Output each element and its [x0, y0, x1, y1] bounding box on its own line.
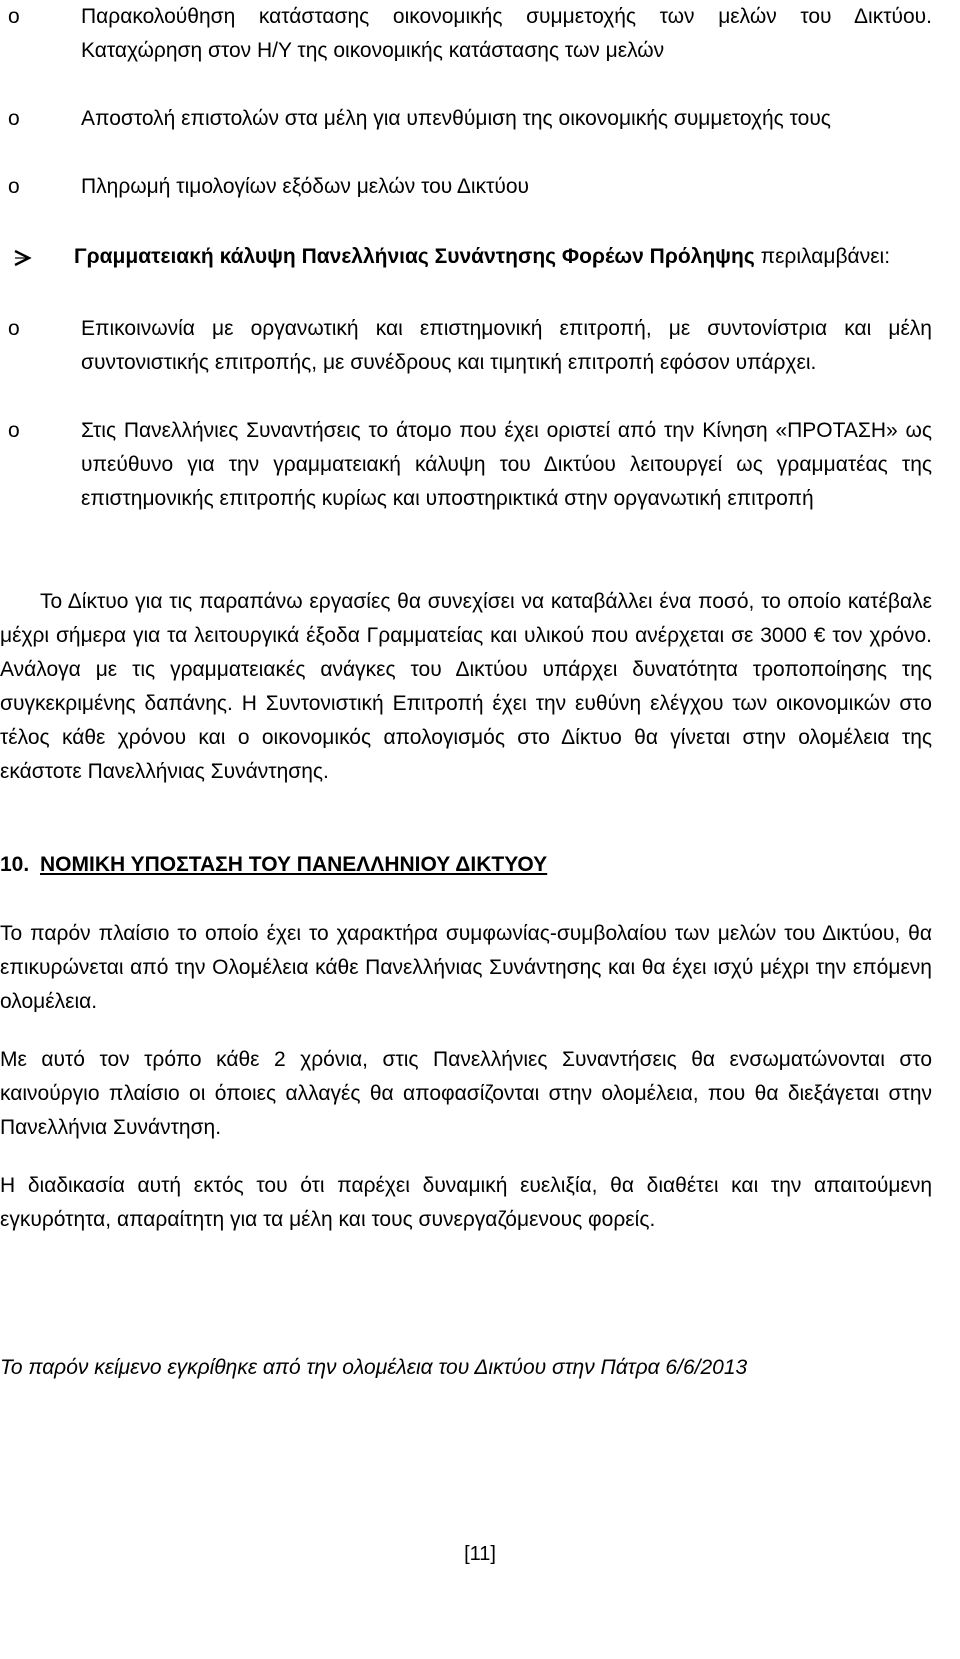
bullet-marker: o — [8, 175, 20, 198]
bullet-text: Επικοινωνία με οργανωτική και επιστημονική επιτροπή, με συντονίστρια και μέλη συντονιστικής επιτροπής, με συνέδρους και τιμητική επιτροπή εφόσον υπάρχει. — [81, 317, 932, 374]
section-heading — [0, 848, 932, 882]
bullet-text: Στις Πανελλήνιες Συναντήσεις το άτομο που έχει οριστεί από την Κίνηση «ΠΡΟΤΑΣΗ» ως υπεύθυνο για την γραμματειακή κάλυψη του Δικτύου λειτουργεί ως γραμματέας της επιστημονικής επιτροπής κυρίως και υποστηρικτικά στην οργανωτική επιτροπή — [81, 419, 932, 510]
bullet-item-reminder-letters — [8, 102, 932, 136]
arrow-bullet-icon — [12, 249, 34, 267]
arrow-item-secretarial-coverage — [12, 240, 932, 274]
bullet-marker: o — [8, 419, 20, 442]
arrow-item-bold-text: Γραμματειακή κάλυψη Πανελλήνιας Συνάντησης Φορέων Πρόληψης — [74, 245, 755, 268]
paragraph-every-two-years: Με αυτό τον τρόπο κάθε 2 χρόνια, στις Πανελλήνιες Συναντήσεις θα ενσωματώνονται στο καινούργιο πλαίσιο οι όποιες αλλαγές θα αποφασίζονται στην ολομέλεια, που θα διεξάγεται στην Πανελλήνια Συνάντηση. — [0, 1048, 932, 1139]
section-title: ΝΟΜΙΚΗ ΥΠΟΣΤΑΣΗ ΤΟΥ ΠΑΝΕΛΛΗΝΙΟΥ ΔΙΚΤΥΟΥ — [40, 853, 548, 876]
arrow-item-text — [74, 240, 932, 274]
paragraph-framework: Το παρόν πλαίσιο το οποίο έχει το χαρακτήρα συμφωνίας-συμβολαίου των μελών του Δικτύου, θα επικυρώνεται από την Ολομέλεια κάθε Πανελλήνιας Συνάντησης και θα έχει ισχύ μέχρι την επόμενη ολομέλεια. — [0, 922, 932, 1013]
arrow-item-rest-text: περιλαμβάνει: — [754, 245, 891, 268]
paragraph-procedure: Η διαδικασία αυτή εκτός του ότι παρέχει δυναμική ευελιξία, θα διαθέτει και την απαιτούμενη εγκυρότητα, απαραίτητη για τα μέλη και τους συνεργαζόμενους φορείς. — [0, 1174, 932, 1231]
section-number: 10. — [0, 853, 30, 876]
approval-note: Το παρόν κείμενο εγκρίθηκε από την ολομέλεια του Δικτύου στην Πάτρα 6/6/2013 — [0, 1356, 748, 1379]
bullet-text: Παρακολούθηση κατάστασης οικονομικής συμμετοχής των μελών του Δικτύου. Καταχώρηση στον Η/Υ της οικονομικής κατάστασης των μελών — [81, 5, 932, 62]
bullet-marker: o — [8, 317, 20, 340]
bullet-marker: o — [8, 5, 20, 28]
paragraph-budget: Το Δίκτυο για τις παραπάνω εργασίες θα συνεχίσει να καταβάλλει ένα ποσό, το οποίο κατέβαλε μέχρι σήμερα για τα λειτουργικά έξοδα Γραμματείας και υλικού που ανέρχεται σε 3000 € τον χρόνο. Ανάλογα με τις γραμματειακές ανάγκες του Δικτύου υπάρχει δυνατότητα τροποποίησης της συγκεκριμένης δαπάνης. Η Συντονιστική Επιτροπή έχει την ευθύνη ελέγχου των οικονομικών στο τέλος κάθε χρόνου και ο οικονομικός απολογισμός στο Δίκτυο θα γίνεται στην ολομέλεια της εκάστοτε Πανελλήνιας Συνάντησης. — [0, 590, 932, 783]
bullet-item-communication — [8, 312, 932, 380]
bullet-item-member-status — [8, 0, 932, 68]
bullet-item-meeting-secretary — [8, 414, 932, 516]
bullet-item-invoice-payment — [8, 170, 932, 204]
bullet-text: Πληρωμή τιμολογίων εξόδων μελών του Δικτύου — [81, 175, 530, 198]
page-number: [11] — [464, 1543, 496, 1565]
bullet-marker: o — [8, 107, 20, 130]
bullet-text: Αποστολή επιστολών στα μέλη για υπενθύμιση της οικονομικής συμμετοχής τους — [81, 107, 831, 130]
